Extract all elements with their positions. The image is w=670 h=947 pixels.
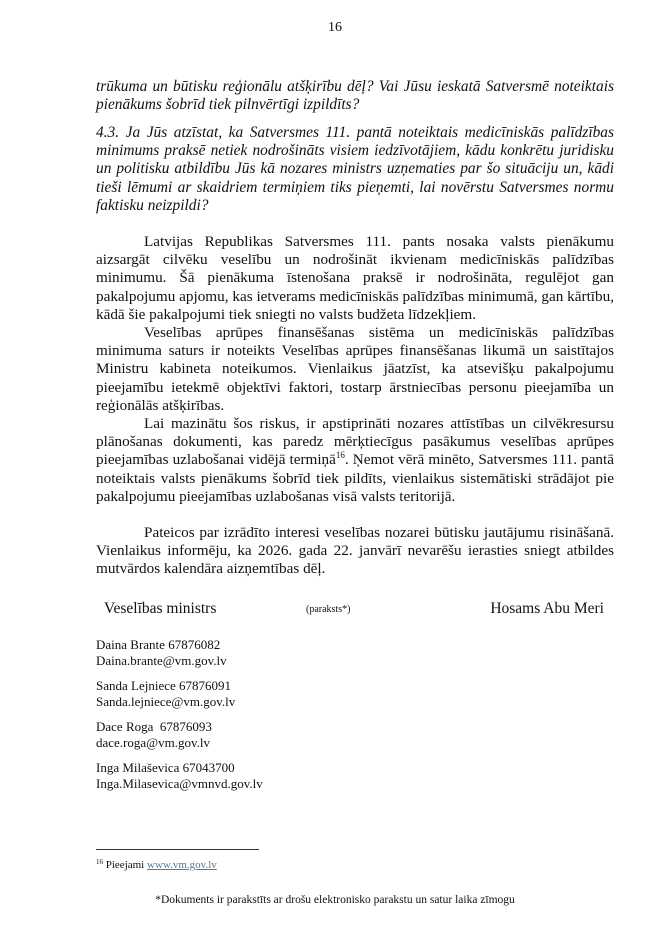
signature-mark: (paraksts*) xyxy=(306,604,351,615)
contact-item xyxy=(96,719,263,751)
contact-list xyxy=(96,637,263,801)
contact-item xyxy=(96,678,263,710)
contact-item xyxy=(96,637,263,669)
signature-block xyxy=(96,600,614,622)
electronic-signature-note: *Dokuments ir parakstīts ar drošu elektronisko parakstu un satur laika zīmogu xyxy=(155,894,515,906)
paragraph-3-text-a: Lai mazinātu šos riskus, ir apstiprināti nozares attīstības un cilvēkresursu plānošanas dokumenti, kas paredz mērķtiecīgus pasākumus veselības aprūpes pieejamības uzlabošanai vidējā termiņā xyxy=(96,415,614,469)
answer-body xyxy=(96,233,614,579)
page-number: 16 xyxy=(328,20,342,35)
answer-paragraph-2: Veselības aprūpes finansēšanas sistēma un medicīniskās palīdzības minimuma saturs ir noteikts Veselības aprūpes finansēšanas likumā un saistītajos Ministru kabineta noteikumos. Vienlaikus jāatzīst, ka atsevišķu pakalpojumu pieejamību ietekmē objektīvi faktori, tostarp ārstniecības personu pieejamība un reģionālās atšķirības. xyxy=(96,324,614,414)
contact-name-phone: Dace Roga 67876093 xyxy=(96,718,212,734)
signatory-name: Hosams Abu Meri xyxy=(490,600,604,617)
contact-email: Daina.brante@vm.gov.lv xyxy=(96,653,227,669)
footnote-number: 16 xyxy=(96,858,103,866)
question-4-3-text: 4.3. Ja Jūs atzīstat, ka Satversmes 111. pantā noteiktais medicīniskās palīdzības minimums praksē netiek nodrošināts visiem iedzīvotājiem, kādu konkrētu juridisku un politisku atbildību Jūs kā nozares ministrs uzņematies par šo situāciju un, kādi tieši lēmumi ar skaidriem termiņiem tiks pieņemti, lai novērstu Satversmes normu faktisku neizpildi? xyxy=(96,124,614,214)
question-4-3 xyxy=(96,124,614,215)
paragraph-3-text-b: . Ņemot vērā minēto, Satversmes 111. pantā noteiktais valsts pienākums šobrīd tiek pildīts, vienlaikus sistemātiski strādājot pie pakalpojumu pieejamības uzlabošanas visā valsts teritorijā. xyxy=(96,451,614,505)
contact-email: dace.roga@vm.gov.lv xyxy=(96,735,211,751)
contact-name-phone: Inga Milaševica 67043700 xyxy=(96,759,235,775)
contact-name-phone: Sanda Lejniece 67876091 xyxy=(96,677,232,693)
question-continuation xyxy=(96,78,614,114)
answer-paragraph-4: Pateicos par izrādīto interesi veselības nozarei būtisku jautājumu risināšanā. Vienlaikus informēju, ka 2026. gada 22. janvārī nevarēšu ierasties sniegt atbildes mutvārdos kalendāra aizņemtības dēļ. xyxy=(96,524,614,578)
question-continuation-text: trūkuma un būtisku reģionālu atšķirību dēļ? Vai Jūsu ieskatā Satversmē noteiktais pienākums šobrīd tiek pilnvērtīgi izpildīts? xyxy=(96,78,614,114)
footnote xyxy=(96,859,217,871)
contact-email: Sanda.lejniece@vm.gov.lv xyxy=(96,694,236,710)
footnote-separator xyxy=(96,849,259,850)
contact-email: Inga.Milasevica@vmnvd.gov.lv xyxy=(96,775,263,791)
answer-paragraph-3 xyxy=(96,415,614,506)
signatory-title: Veselības ministrs xyxy=(104,600,217,617)
answer-paragraph-1: Latvijas Republikas Satversmes 111. pants nosaka valsts pienākumu aizsargāt cilvēku veselību un nodrošināt ikvienam medicīniskās palīdzības minimumu. Šā pienākuma īstenošana praksē ir nodrošināta, regulējot gan pakalpojumu apjomu, kas ietverams medicīniskās palīdzības minimumā, gan kārtību, kādā šie pakalpojumi tiek sniegti no valsts budžeta līdzekļiem. xyxy=(96,233,614,323)
footnote-text: Pieejami xyxy=(105,859,145,871)
contact-name-phone: Daina Brante 67876082 xyxy=(96,637,221,652)
footnote-reference[interactable]: 16 xyxy=(335,450,345,461)
footnote-link[interactable]: www.vm.gov.lv xyxy=(147,859,217,871)
contact-item xyxy=(96,760,263,792)
